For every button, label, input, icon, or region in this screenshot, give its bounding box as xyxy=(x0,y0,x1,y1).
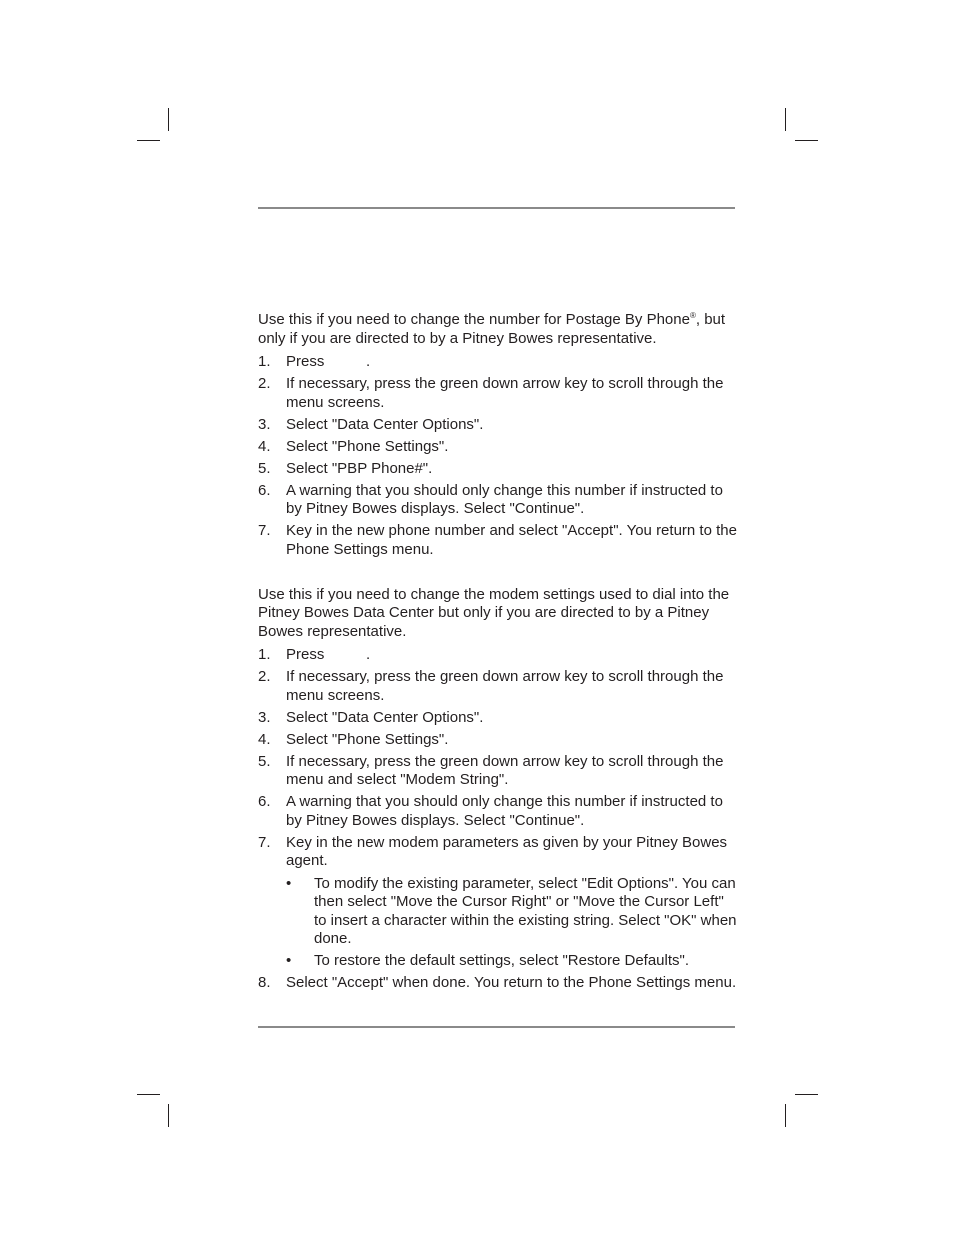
step-item xyxy=(258,974,738,993)
step-text: A warning that you should only change this number if instructed to by Pitney Bowes displays. Select "Continue". xyxy=(286,481,723,517)
step-item xyxy=(258,753,738,790)
step-item xyxy=(258,460,738,479)
crop-mark xyxy=(795,1094,818,1095)
page-content xyxy=(258,311,738,996)
bullet-item xyxy=(286,952,738,971)
step-number: 2. xyxy=(258,375,271,392)
intro-text-continued: , but only if you are directed to by a Pitney Bowes representative. xyxy=(258,311,726,347)
step-number: 1. xyxy=(258,353,271,370)
registered-mark: ® xyxy=(689,311,696,320)
step-text: Press . xyxy=(286,353,371,370)
section1-intro xyxy=(258,311,738,348)
step-number: 5. xyxy=(258,752,271,770)
step-text: A warning that you should only change this number if instructed to by Pitney Bowes displays. Select "Continue". xyxy=(286,793,723,829)
crop-mark xyxy=(785,1104,786,1127)
crop-mark xyxy=(795,140,818,141)
step-number: 4. xyxy=(258,730,271,748)
step-text: If necessary, press the green down arrow key to scroll through the menu and select "Modem String". xyxy=(286,752,724,788)
step-item xyxy=(258,375,738,412)
bullet-mark: • xyxy=(286,874,292,892)
step-text: Select "Data Center Options". xyxy=(286,708,484,726)
step-item xyxy=(258,646,738,665)
step-number: 2. xyxy=(258,668,271,685)
step-item xyxy=(258,793,738,830)
crop-mark xyxy=(137,1094,160,1095)
section2-intro: Use this if you need to change the modem settings used to dial into the Pitney Bowes Data Center but only if you are directed to by a Pitney Bowes representative. xyxy=(258,585,730,640)
step-item xyxy=(258,668,738,705)
bottom-rule xyxy=(258,1026,735,1028)
step-text: If necessary, press the green down arrow key to scroll through the menu screens. xyxy=(286,668,724,704)
step-text: Select "Data Center Options". xyxy=(286,415,484,433)
step-text: Select "Phone Settings". xyxy=(286,730,449,748)
step-number: 6. xyxy=(258,481,271,499)
crop-mark xyxy=(168,108,169,131)
step-number: 6. xyxy=(258,793,271,810)
step-number: 3. xyxy=(258,708,271,726)
step-text: Key in the new modem parameters as given by your Pitney Bowes agent. xyxy=(286,833,728,869)
crop-mark xyxy=(137,140,160,141)
step-number: 7. xyxy=(258,833,271,851)
bullet-mark: • xyxy=(286,952,292,969)
step-text: Press . xyxy=(286,646,371,663)
intro-text: Use this if you need to change the number for Postage By Phone xyxy=(258,311,690,328)
step-item xyxy=(258,522,738,559)
step-item xyxy=(258,834,738,971)
step-number: 1. xyxy=(258,646,271,663)
step-text: Select "Accept" when done. You return to the Phone Settings menu. xyxy=(286,974,737,991)
section2-steps xyxy=(258,646,738,993)
step-number: 4. xyxy=(258,437,271,455)
top-rule xyxy=(258,207,735,209)
step-number: 7. xyxy=(258,522,271,539)
step-text: Select "PBP Phone#". xyxy=(286,459,433,477)
step-number: 8. xyxy=(258,974,271,991)
bullet-text: To restore the default settings, select "Restore Defaults". xyxy=(314,952,689,969)
step-item xyxy=(258,438,738,457)
step-number: 3. xyxy=(258,415,271,433)
step-text: Select "Phone Settings". xyxy=(286,437,449,455)
crop-mark xyxy=(168,1104,169,1127)
step-item xyxy=(258,731,738,750)
crop-mark xyxy=(785,108,786,131)
step-text: Key in the new phone number and select "Accept". You return to the Phone Settings menu. xyxy=(286,522,737,558)
sub-bullet-list xyxy=(286,875,738,971)
bullet-item xyxy=(286,875,738,949)
step-item xyxy=(258,416,738,435)
step-text: If necessary, press the green down arrow key to scroll through the menu screens. xyxy=(286,375,724,411)
step-item xyxy=(258,709,738,728)
section-gap xyxy=(258,563,738,586)
step-item xyxy=(258,353,738,372)
section1-steps xyxy=(258,353,738,559)
step-item xyxy=(258,482,738,519)
bullet-text: To modify the existing parameter, select "Edit Options". You can then select "Move the Cursor Right" or "Move the Cursor Left" to insert a character within the existing string. Select "OK" when done. xyxy=(314,874,737,947)
step-number: 5. xyxy=(258,459,271,477)
